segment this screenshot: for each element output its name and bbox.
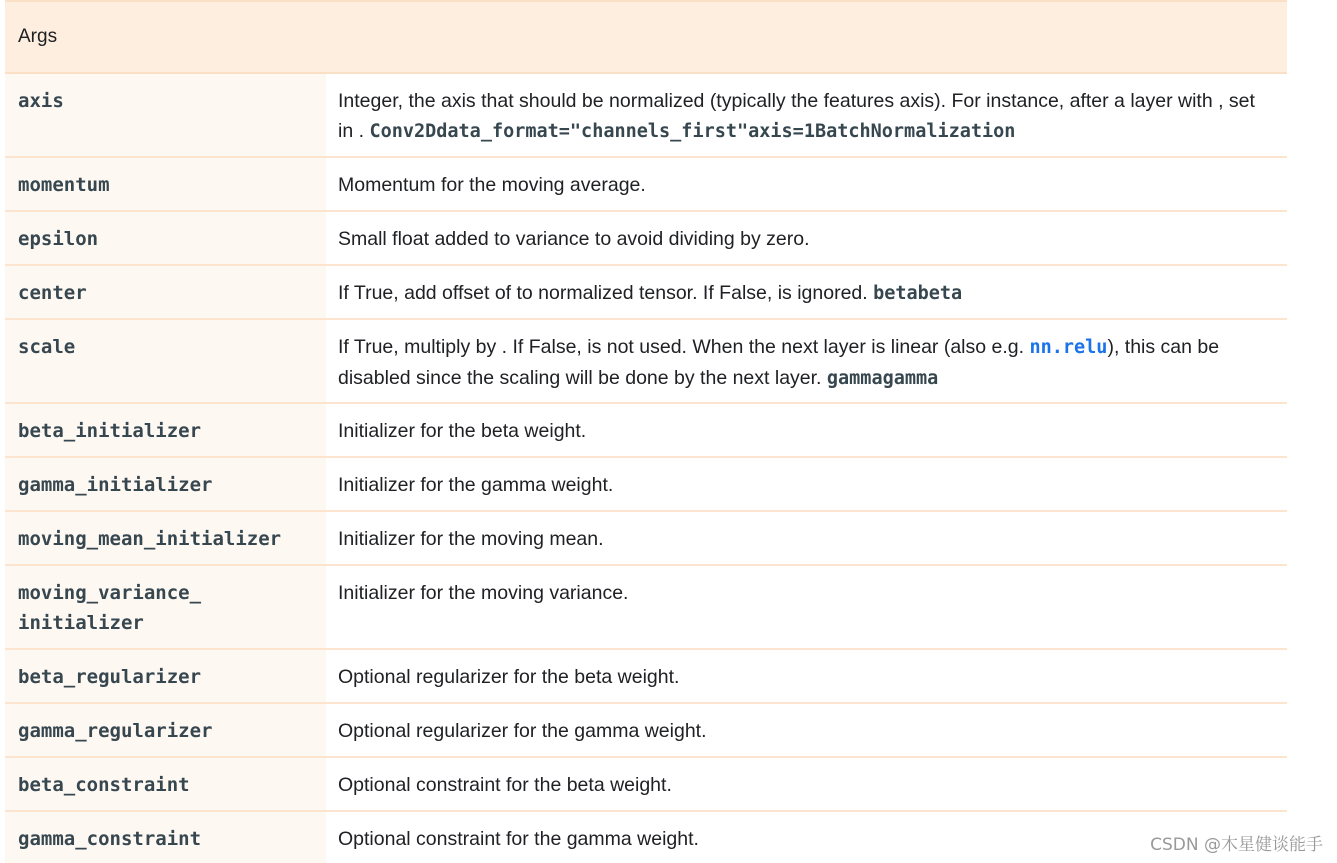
arg-name: momentum	[5, 157, 326, 211]
table-row	[5, 403, 1287, 457]
table-row	[5, 511, 1287, 565]
arg-code: betabeta	[873, 283, 963, 304]
table-header-row	[5, 1, 1287, 73]
arg-description-text: If True, add offset of to normalized tensor. If False, is ignored.	[338, 282, 868, 304]
table-row	[5, 265, 1287, 319]
arg-description: Optional constraint for the gamma weight.	[338, 828, 699, 850]
table-row	[5, 73, 1287, 157]
table-row	[5, 649, 1287, 703]
arg-description	[326, 265, 1287, 319]
arg-name: epsilon	[5, 211, 326, 265]
table-row	[5, 457, 1287, 511]
table-row	[5, 703, 1287, 757]
arg-name: scale	[5, 319, 326, 403]
arg-description-text: If True, multiply by . If False, is not used. When the next layer is linear (also e.g.	[338, 336, 1025, 358]
arg-description: Initializer for the gamma weight.	[326, 457, 1287, 511]
arg-name: beta_initializer	[5, 403, 326, 457]
arg-description: Small float added to variance to avoid dividing by zero.	[326, 211, 1287, 265]
table-header: Args	[5, 1, 1287, 73]
arg-description: Initializer for the beta weight.	[326, 403, 1287, 457]
table-row	[5, 565, 1287, 649]
arg-name: center	[5, 265, 326, 319]
arg-description: Optional constraint for the beta weight.	[326, 757, 1287, 811]
arg-description: Initializer for the moving variance.	[326, 565, 1287, 649]
arg-description	[326, 319, 1287, 403]
arg-description-text: ), this can be disabled since the scaling will be done by the next layer.	[338, 336, 1220, 389]
arg-name: beta_regularizer	[5, 649, 326, 703]
arg-code: Conv2Ddata_format="channels_first"axis=1BatchNormalization	[369, 121, 1016, 142]
table-row	[5, 757, 1287, 811]
arg-description: Optional regularizer for the beta weight.	[326, 649, 1287, 703]
arg-name: gamma_initializer	[5, 457, 326, 511]
arg-name: moving_mean_initializer	[5, 511, 326, 565]
table-row	[5, 157, 1287, 211]
arg-description: Momentum for the moving average.	[326, 157, 1287, 211]
arg-name: beta_constraint	[5, 757, 326, 811]
args-table	[5, 0, 1287, 863]
arg-name: gamma_regularizer	[5, 703, 326, 757]
arg-name-part: initializer	[18, 612, 144, 634]
table-row	[5, 211, 1287, 265]
table-row	[5, 811, 1287, 863]
arg-name	[5, 565, 326, 649]
arg-name-part: moving_variance_	[18, 582, 202, 604]
arg-code: gammagamma	[826, 368, 939, 389]
arg-name: axis	[5, 73, 326, 157]
arg-description: Optional regularizer for the gamma weight.	[326, 703, 1287, 757]
nn-relu-link[interactable]: nn.relu	[1029, 337, 1108, 358]
watermark: CSDN @木星健谈能手	[1150, 835, 1323, 855]
table-row	[5, 319, 1287, 403]
arg-description	[326, 73, 1287, 157]
arg-name: gamma_constraint	[5, 811, 326, 863]
arg-description-text: Integer, the axis that should be normalized (typically the features axis). For instance, after a layer with , set in .	[338, 90, 1255, 142]
arg-description: Initializer for the moving mean.	[326, 511, 1287, 565]
